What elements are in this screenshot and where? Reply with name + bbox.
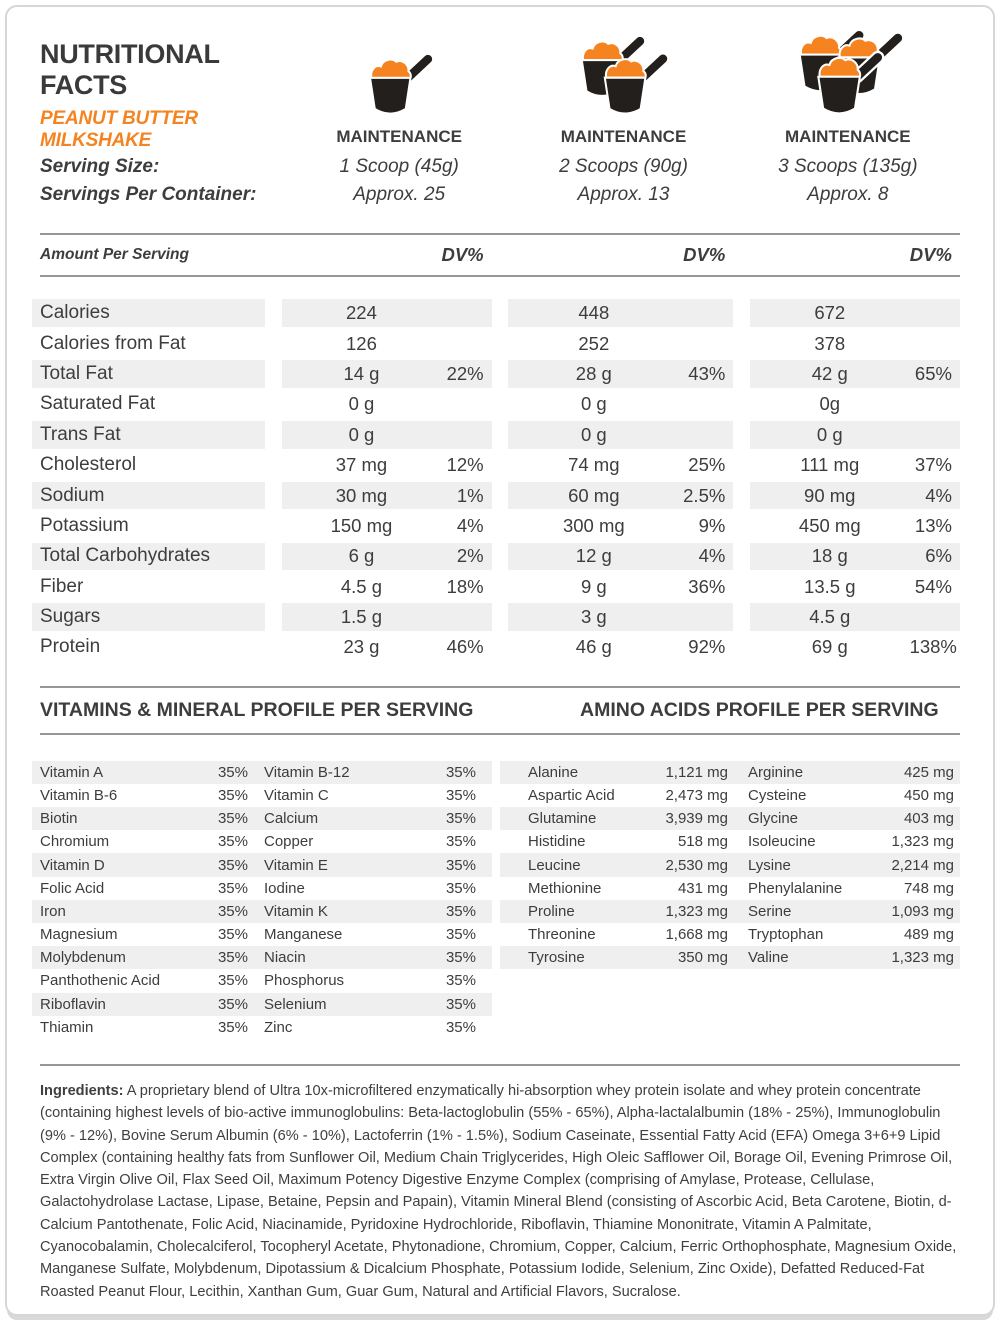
amino-acids-list [500, 761, 960, 1039]
value-cell [750, 421, 960, 449]
value-cell [282, 543, 492, 571]
item-value: 35% [217, 995, 248, 1013]
value-cell [508, 391, 733, 419]
table-row [40, 298, 960, 328]
item-name: Glycine [748, 810, 799, 828]
amount-value: 37 mg [335, 454, 388, 476]
item-name: Vitamin D [40, 856, 105, 874]
item-value: 35% [217, 763, 248, 781]
item-value: 431 mg [677, 879, 728, 897]
value-cell [508, 451, 733, 479]
nutrient-label: Cholesterol [40, 454, 137, 476]
item-value: 1,093 mg [891, 902, 954, 920]
item-value: 35% [217, 810, 248, 828]
item-name: Iodine [264, 879, 305, 897]
dv-value: 12% [446, 454, 484, 476]
value-cell [508, 482, 733, 510]
nutrient-label: Sugars [32, 603, 265, 631]
dv-value: 4% [925, 484, 952, 506]
serving-size-value: 2 Scoops (90g) [559, 156, 688, 177]
dv-label: DV% [441, 244, 484, 265]
item-value: 35% [445, 879, 476, 897]
item-name: Phosphorus [264, 972, 345, 990]
table-header-row [40, 235, 960, 275]
serving-size-value: 1 Scoop (45g) [339, 156, 459, 177]
amount-value: 28 g [575, 362, 612, 384]
item-name: Arginine [748, 763, 804, 781]
amount-value: 0 g [580, 393, 607, 415]
item-name: Methionine [528, 879, 602, 897]
value-cell [750, 330, 960, 358]
item-value: 489 mg [903, 926, 954, 944]
value-cell [750, 391, 960, 419]
value-cell [508, 299, 733, 327]
item-name: Magnesium [40, 926, 118, 944]
item-value: 1,323 mg [891, 949, 954, 967]
vitamins-heading: VITAMINS & MINERAL PROFILE PER SERVING [40, 698, 474, 721]
value-cell [508, 573, 733, 601]
nutrient-label: Trans Fat [32, 421, 265, 449]
value-cell [282, 634, 492, 662]
item-value: 1,121 mg [665, 763, 728, 781]
nutrient-label: Potassium [40, 514, 129, 536]
dv-value: 18% [446, 575, 484, 597]
item-name: Tyrosine [528, 949, 585, 967]
dv-value: 25% [688, 454, 726, 476]
maintenance-label: MAINTENANCE [560, 127, 687, 146]
brand-block [40, 29, 287, 151]
value-cell [508, 512, 733, 540]
value-cell [750, 482, 960, 510]
item-name: Folic Acid [40, 879, 105, 897]
item-value: 35% [445, 995, 476, 1013]
amount-value: 60 mg [568, 484, 620, 506]
scoop-icon [287, 29, 511, 121]
nutrient-label: Total Fat [32, 360, 265, 388]
value-cell [282, 482, 492, 510]
item-name: Isoleucine [748, 833, 816, 851]
dv-label: DV% [909, 244, 952, 265]
amount-value: 224 [346, 302, 377, 324]
table-row [40, 389, 960, 419]
item-value: 35% [217, 1018, 248, 1036]
servings-per-container-value: Approx. 13 [577, 184, 670, 205]
dv-value: 6% [925, 545, 952, 567]
table-row [40, 328, 960, 358]
item-value: 1,323 mg [891, 833, 954, 851]
item-name: Cysteine [748, 786, 807, 804]
item-name: Molybdenum [40, 949, 126, 967]
item-name: Manganese [264, 926, 343, 944]
item-name: Histidine [528, 833, 586, 851]
item-value: 35% [217, 786, 248, 804]
item-value: 35% [445, 972, 476, 990]
value-cell [750, 299, 960, 327]
servings-per-container-row [40, 181, 960, 209]
amount-value: 0 g [348, 423, 375, 445]
dv-header-cell [282, 235, 492, 275]
item-name: Vitamin C [264, 786, 329, 804]
amount-value: 23 g [343, 636, 380, 658]
value-cell [282, 360, 492, 388]
item-name: Glutamine [528, 810, 597, 828]
item-name: Vitamin K [264, 902, 328, 920]
list-item [32, 761, 492, 784]
servings-per-container-value: Approx. 25 [353, 184, 446, 205]
value-cell [750, 573, 960, 601]
list-item [32, 923, 492, 946]
dv-header-cell [750, 235, 960, 275]
amount-value: 150 mg [330, 514, 393, 536]
item-value: 2,214 mg [891, 856, 954, 874]
profiles-lists [40, 761, 960, 1039]
nutrient-label: Total Carbohydrates [32, 543, 265, 571]
nutrition-rows [40, 298, 960, 663]
item-value: 518 mg [677, 833, 728, 851]
amount-value: 4.5 g [340, 575, 383, 597]
profiles-headings [40, 688, 960, 733]
item-name: Phenylalanine [748, 879, 843, 897]
serving-size-row [40, 153, 960, 181]
item-name: Alanine [528, 763, 579, 781]
dv-value: 43% [688, 362, 726, 384]
amount-value: 13.5 g [804, 575, 856, 597]
maintenance-label: MAINTENANCE [336, 127, 462, 146]
divider [40, 1064, 960, 1066]
amount-value: 0 g [580, 423, 607, 445]
list-item [32, 946, 492, 969]
list-item [500, 830, 960, 853]
item-name: Thiamin [40, 1018, 94, 1036]
dv-value: 37% [914, 454, 952, 476]
item-value: 748 mg [903, 879, 954, 897]
item-name: Vitamin E [264, 856, 328, 874]
list-item [500, 853, 960, 876]
amount-value: 14 g [343, 362, 380, 384]
amount-value: 126 [346, 332, 377, 354]
amount-value: 0 g [816, 423, 843, 445]
item-value: 2,473 mg [665, 786, 728, 804]
dv-value: 22% [446, 362, 484, 384]
item-value: 35% [445, 763, 476, 781]
divider [40, 733, 960, 735]
value-cell [282, 299, 492, 327]
table-row [40, 541, 960, 571]
amount-value: 450 mg [798, 514, 861, 536]
item-value: 35% [217, 879, 248, 897]
amount-value: 111 mg [800, 454, 860, 476]
table-row [40, 632, 960, 662]
amount-value: 46 g [575, 636, 612, 658]
amount-value: 4.5 g [809, 606, 851, 628]
item-name: Leucine [528, 856, 581, 874]
amount-value: 300 mg [562, 514, 625, 536]
table-row [40, 359, 960, 389]
item-value: 35% [445, 926, 476, 944]
table-row [40, 480, 960, 510]
amount-value: 3 g [580, 606, 607, 628]
dv-value: 46% [446, 636, 484, 658]
list-item [500, 784, 960, 807]
item-name: Riboflavin [40, 995, 106, 1013]
item-value: 35% [445, 856, 476, 874]
value-cell [508, 634, 733, 662]
amount-value: 12 g [575, 545, 612, 567]
item-value: 35% [445, 902, 476, 920]
item-name: Biotin [40, 810, 78, 828]
dv-value: 1% [456, 484, 484, 506]
item-name: Panthothenic Acid [40, 972, 161, 990]
value-cell [282, 451, 492, 479]
amount-value: 1.5 g [340, 606, 383, 628]
item-name: Calcium [264, 810, 319, 828]
item-value: 35% [217, 949, 248, 967]
list-item [32, 877, 492, 900]
list-item [500, 900, 960, 923]
item-value: 35% [445, 949, 476, 967]
item-value: 35% [445, 1018, 476, 1036]
item-name: Niacin [264, 949, 306, 967]
value-cell [750, 634, 960, 662]
dv-value: 4% [698, 545, 726, 567]
table-row [40, 602, 960, 632]
item-value: 35% [445, 786, 476, 804]
dv-value: 9% [698, 514, 726, 536]
item-value: 35% [445, 810, 476, 828]
item-name: Copper [264, 833, 314, 851]
dv-value: 13% [914, 514, 952, 536]
item-value: 35% [217, 856, 248, 874]
item-name: Vitamin B-6 [40, 786, 118, 804]
product-name: PEANUT BUTTER MILKSHAKE [40, 108, 198, 151]
dv-header-cell [508, 235, 733, 275]
item-name: Valine [748, 949, 789, 967]
value-cell [508, 330, 733, 358]
amount-value: 74 mg [568, 454, 620, 476]
list-item [32, 807, 492, 830]
value-cell [750, 543, 960, 571]
dv-value: 65% [914, 362, 952, 384]
ingredients-label: Ingredients: [40, 1082, 124, 1099]
item-name: Zinc [264, 1018, 293, 1036]
table-row [40, 511, 960, 541]
list-item [500, 761, 960, 784]
value-cell [282, 603, 492, 631]
amount-value: 252 [578, 332, 610, 354]
list-item [500, 807, 960, 830]
item-name: Threonine [528, 926, 596, 944]
value-cell [750, 360, 960, 388]
value-cell [282, 391, 492, 419]
value-cell [750, 603, 960, 631]
value-cell [282, 573, 492, 601]
amount-value: 378 [814, 332, 846, 354]
item-name: Lysine [748, 856, 791, 874]
item-value: 450 mg [903, 786, 954, 804]
spacer [40, 121, 287, 153]
item-name: Proline [528, 902, 575, 920]
amount-value: 448 [578, 302, 610, 324]
maintenance-row [40, 121, 960, 153]
amount-value: 6 g [348, 545, 375, 567]
table-row [40, 572, 960, 602]
ingredients-paragraph [40, 1080, 960, 1303]
item-value: 35% [217, 972, 248, 990]
item-value: 35% [217, 902, 248, 920]
value-cell [508, 421, 733, 449]
item-value: 35% [445, 833, 476, 851]
maintenance-label: MAINTENANCE [785, 127, 911, 146]
dv-value: 138% [909, 636, 957, 658]
scoop-icon [511, 29, 735, 121]
nutrient-label: Sodium [32, 482, 265, 510]
amount-value: 9 g [580, 575, 607, 597]
dv-value: 92% [688, 636, 726, 658]
item-value: 425 mg [903, 763, 954, 781]
item-value: 2,530 mg [665, 856, 728, 874]
amount-per-serving-label: Amount Per Serving [40, 246, 189, 263]
item-name: Vitamin A [40, 763, 104, 781]
list-item [32, 969, 492, 992]
list-item [32, 1016, 492, 1039]
value-cell [508, 543, 733, 571]
serving-size-value: 3 Scoops (135g) [778, 156, 918, 177]
item-value: 403 mg [903, 810, 954, 828]
dv-value: 36% [688, 575, 726, 597]
item-value: 35% [217, 926, 248, 944]
list-item [32, 993, 492, 1016]
dv-value: 2% [456, 545, 484, 567]
nutrient-label: Calories from Fat [40, 332, 186, 354]
item-value: 1,323 mg [665, 902, 728, 920]
value-cell [282, 512, 492, 540]
dv-value: 2.5% [683, 484, 726, 506]
list-item [32, 900, 492, 923]
list-item [500, 877, 960, 900]
scoop-icon [736, 29, 960, 121]
list-item [32, 830, 492, 853]
item-value: 1,668 mg [665, 926, 728, 944]
ingredients-text: A proprietary blend of Ultra 10x-microfiltered enzymatically hi-absorption whey protein isolate and whey protein concentrate (containing highest levels of bio-active immunoglobulins: Beta-lactoglobulin (55% - 65%), Alpha-lactalalbumin (18% - 25%), Immunoglobulin (9% - 12%), Bovine Serum Albumin (6% - 10%), Lactoferrin (1% - 1.5%), Sodium Caseinate, Essential Fatty Acid (EFA) Omega 3+6+9 Lipid Complex (containing healthy fats from Sunflower Oil, Medium Chain Triglycerides, High Oleic Safflower Oil, Borage Oil, Evening Primrose Oil, Extra Virgin Olive Oil, Flax Seed Oil, Maximum Potency Digestive Enzyme Complex (comprising of Amylase, Protease, Cellulase, Galactohydrolase Lactase, Lipase, Betaine, Pepsin and Papain), Vitamin Mineral Blend (consisting of Ascorbic Acid, Beta Carotene, Biotin, d-Calcium Pantothenate, Folic Acid, Niacinamide, Pyridoxine Hydrochloride, Riboflavin, Thiamine Mononitrate, Vitamin A Palmitate, Cyanocobalamin, Cholecalciferol, Tocopheryl Acetate, Phytonadione, Chromium, Copper, Calcium, Ferric Orthophosphate, Magnesium Oxide, Manganese Sulfate, Molybdenum, Dipotassium & Dicalcium Phosphate, Potassium Iodide, Selenium, Zinc Oxide), Defatted Reduced-Fat Roasted Peanut Flour, Lecithin, Xanthan Gum, Guar Gum, Natural and Artificial Flavors, Sucralose. [40, 1082, 957, 1300]
amount-value: 0g [819, 393, 841, 415]
amount-value: 42 g [811, 362, 848, 384]
page-title: NUTRITIONAL FACTS [40, 39, 220, 100]
item-name: Chromium [40, 833, 110, 851]
servings-per-container-value: Approx. 8 [807, 184, 889, 205]
amino-acids-heading: AMINO ACIDS PROFILE PER SERVING [580, 698, 939, 721]
list-item [32, 784, 492, 807]
vitamins-list [32, 761, 492, 1039]
servings-per-container-label: Servings Per Container: [40, 184, 257, 205]
value-cell [750, 451, 960, 479]
value-cell [508, 360, 733, 388]
item-name: Tryptophan [748, 926, 824, 944]
amount-value: 90 mg [804, 484, 856, 506]
item-name: Aspartic Acid [528, 786, 615, 804]
divider [40, 275, 960, 277]
amount-value: 672 [814, 302, 846, 324]
amount-value: 18 g [811, 545, 848, 567]
item-value: 3,939 mg [665, 810, 728, 828]
item-name: Vitamin B-12 [264, 763, 350, 781]
serving-size-label: Serving Size: [40, 156, 160, 177]
item-name: Serine [748, 902, 792, 920]
dv-label: DV% [683, 244, 726, 265]
nutrition-label-sheet [5, 5, 995, 1316]
nutrient-label: Fiber [40, 575, 84, 597]
table-row [40, 420, 960, 450]
table-row [40, 450, 960, 480]
nutrient-label: Calories [32, 299, 265, 327]
list-item [32, 853, 492, 876]
dv-value: 54% [914, 575, 952, 597]
value-cell [750, 512, 960, 540]
item-value: 35% [217, 833, 248, 851]
item-value: 350 mg [677, 949, 728, 967]
list-item [500, 946, 960, 969]
nutrient-label: Saturated Fat [40, 393, 156, 415]
amount-value: 30 mg [335, 484, 388, 506]
value-cell [282, 421, 492, 449]
amount-value: 0 g [348, 393, 375, 415]
nutrient-label: Protein [40, 636, 101, 658]
item-name: Selenium [264, 995, 327, 1013]
item-name: Iron [40, 902, 66, 920]
amount-value: 69 g [811, 636, 848, 658]
value-cell [508, 603, 733, 631]
dv-value: 4% [456, 514, 484, 536]
list-item [500, 923, 960, 946]
value-cell [282, 330, 492, 358]
